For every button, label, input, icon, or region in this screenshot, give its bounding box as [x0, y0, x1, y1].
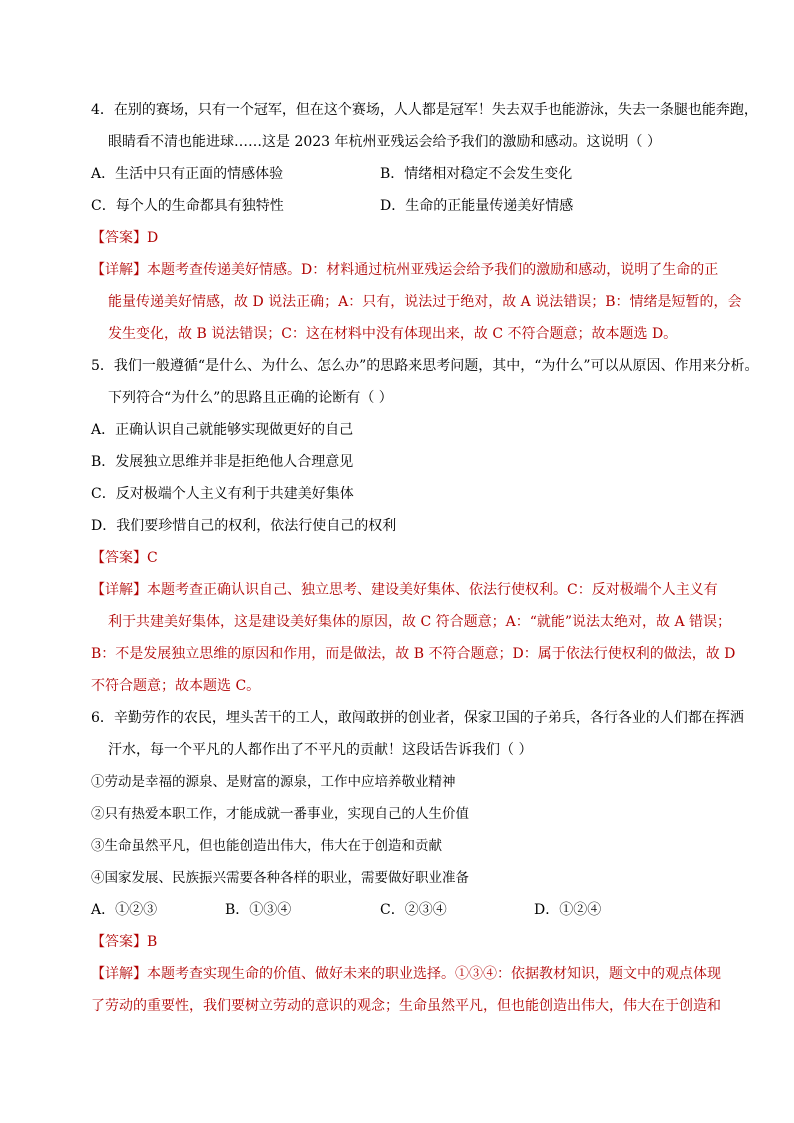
analysis-text: 本题考查实现生命的价值、做好未来的职业选择。 — [147, 966, 455, 982]
q4-option-a: A．生活中只有正面的情感体验 — [91, 166, 284, 182]
answer-value: B — [147, 934, 158, 950]
analysis-text: 本题考查正确认识自己、独立思考、建设美好集体、依法行使权利。C：反对极端个人主义有 — [147, 582, 718, 598]
q5-option-a: A．正确认识自己就能够实现做更好的自己 — [91, 422, 354, 438]
q6-stem-line2: 汗水，每一个平凡的人都作出了不平凡的贡献！这段话告诉我们（ ） — [108, 742, 533, 758]
q5-stem-line1: 5．我们一般遵循“是什么、为什么、怎么办”的思路来思考问题，其中，“为什么”可以从原因、作用来分析。 — [91, 358, 759, 374]
q4-stem-line1: 4．在别的赛场，只有一个冠军，但在这个赛场，人人都是冠军！失去双手也能游泳，失去一条腿也能奔跑， — [91, 102, 758, 118]
q4-option-b: B．情绪相对稳定不会发生变化 — [380, 166, 573, 182]
answer-value: C — [147, 550, 158, 566]
q5-analysis-line2: 利于共建美好集体，这是建设美好集体的原因，故 C 符合题意；A：“就能”说法太绝对，故 A 错误； — [108, 614, 732, 630]
q6-statement-1: ①劳动是幸福的源泉、是财富的源泉，工作中应培养敬业精神 — [91, 774, 456, 790]
q5-option-d: D．我们要珍惜自己的权利，依法行使自己的权利 — [91, 518, 397, 534]
q5-analysis-line3: B：不是发展独立思维的原因和作用，而是做法，故 B 不符合题意；D：属于依法行使权利的做法，故 D — [91, 646, 736, 662]
analysis-choice: ①③④ — [455, 966, 497, 982]
q6-option-a: A．①②③ — [91, 902, 158, 918]
q5-answer — [91, 548, 158, 568]
q4-analysis-line3: 发生变化，故 B 说法错误；C：这在材料中没有体现出来，故 C 不符合题意；故本题选 D。 — [108, 326, 678, 342]
q6-option-d: D．①②④ — [534, 902, 602, 918]
q5-option-b: B．发展独立思维并非是拒绝他人合理意见 — [91, 454, 354, 470]
q4-stem-line2: 眼睛看不清也能进球……这是 2023 年杭州亚残运会给予我们的激励和感动。这说明（ ） — [108, 134, 661, 150]
answer-label: 【答案】 — [91, 550, 147, 566]
q5-stem-line2: 下列符合“为什么”的思路且正确的论断有（ ） — [108, 390, 393, 406]
q6-statement-4: ④国家发展、民族振兴需要各种各样的职业，需要做好职业准备 — [91, 870, 469, 886]
analysis-label: 【详解】 — [91, 582, 147, 598]
q6-option-c: C．②③④ — [380, 902, 447, 918]
q6-stem-line1: 6．辛勤劳作的农民，埋头苦干的工人，敢闯敢拼的创业者，保家卫国的子弟兵，各行各业的人们都在挥洒 — [91, 710, 744, 726]
q6-statement-2: ②只有热爱本职工作，才能成就一番事业，实现自己的人生价值 — [91, 806, 469, 822]
q6-option-b: B．①③④ — [225, 902, 292, 918]
analysis-text: 本题考查传递美好情感。D：材料通过杭州亚残运会给予我们的激励和感动，说明了生命的正 — [147, 262, 719, 278]
q6-analysis-line2: 了劳动的重要性，我们要树立劳动的意识的观念；生命虽然平凡，但也能创造出伟大，伟大在于创造和 — [91, 998, 721, 1014]
analysis-text-cont: ：依据教材知识，题文中的观点体现 — [497, 966, 721, 982]
analysis-label: 【详解】 — [91, 966, 147, 982]
q4-analysis-line2: 能量传递美好情感，故 D 说法正确；A：只有，说法过于绝对，故 A 说法错误；B：情绪是短暂的，会 — [108, 294, 742, 310]
answer-label: 【答案】 — [91, 934, 147, 950]
answer-label: 【答案】 — [91, 230, 147, 246]
q5-analysis-line4: 不符合题意；故本题选 C。 — [91, 678, 261, 694]
q4-analysis-line1 — [91, 260, 718, 280]
q6-statement-3: ③生命虽然平凡，但也能创造出伟大，伟大在于创造和贡献 — [91, 838, 442, 854]
q4-option-d: D．生命的正能量传递美好情感 — [380, 198, 574, 214]
q4-option-c: C．每个人的生命都具有独特性 — [91, 198, 284, 214]
q6-analysis-line1 — [91, 964, 721, 984]
q4-answer — [91, 228, 158, 248]
q6-answer — [91, 932, 157, 952]
q5-option-c: C．反对极端个人主义有利于共建美好集体 — [91, 486, 354, 502]
analysis-label: 【详解】 — [91, 262, 147, 278]
q5-analysis-line1 — [91, 580, 718, 600]
answer-value: D — [147, 230, 159, 246]
